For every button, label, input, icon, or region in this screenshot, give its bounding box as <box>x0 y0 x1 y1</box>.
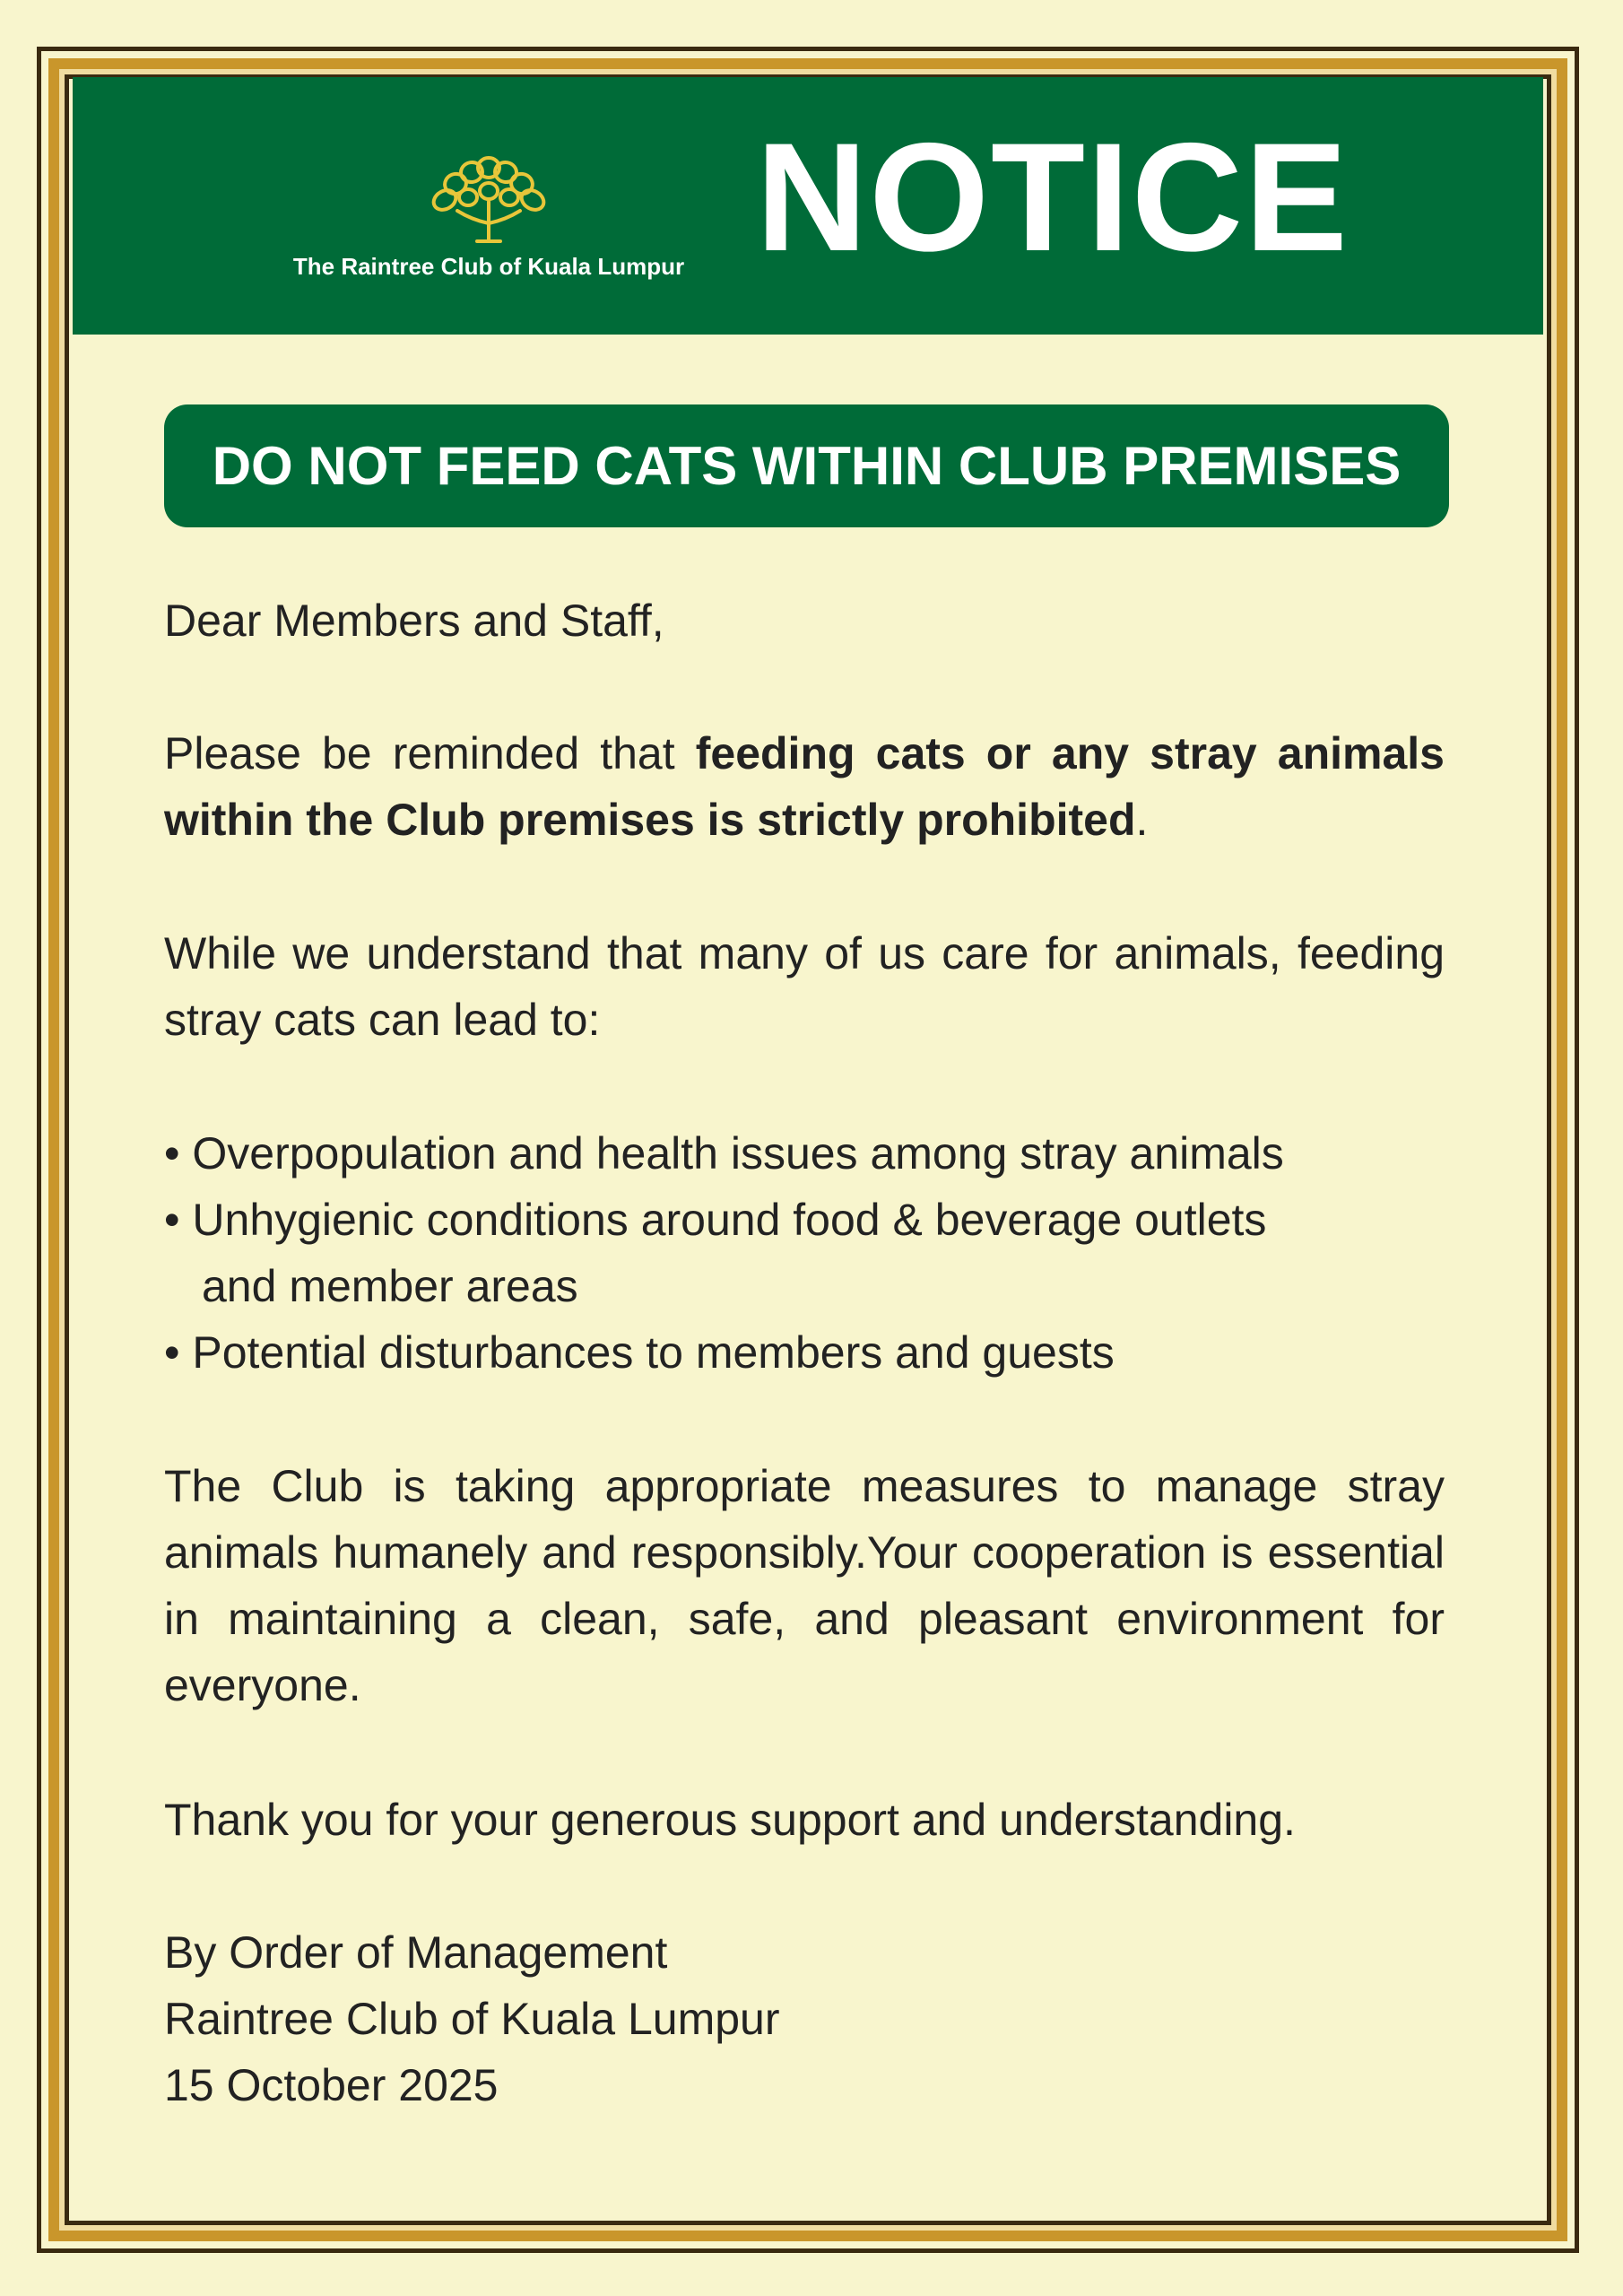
measures-paragraph: The Club is taking appropriate measures to manage stray animals humanely and responsibly.Your cooperation is essential in maintaining a clean, safe, and pleasant environment for everyone. <box>164 1461 1445 1710</box>
signature-organization: Raintree Club of Kuala Lumpur <box>164 1994 780 2044</box>
reminder-emphasis: feeding cats or any stray animals within the Club premises is strictly prohibited <box>164 728 1445 845</box>
reminder-paragraph <box>164 720 1445 853</box>
intro-paragraph: While we understand that many of us care for animals, feeding stray cats can lead to: <box>164 928 1445 1045</box>
list-item-continuation: and member areas <box>202 1261 578 1311</box>
reminder-prefix: Please be reminded that <box>164 728 696 778</box>
bullet-list <box>164 1120 1445 1386</box>
thanks-paragraph: Thank you for your generous support and understanding. <box>164 1795 1296 1845</box>
reminder-suffix: . <box>1135 795 1149 845</box>
signature-date: 15 October 2025 <box>164 2060 499 2110</box>
raintree-logo-icon <box>421 148 556 247</box>
greeting: Dear Members and Staff, <box>164 596 664 646</box>
notice-title: NOTICE <box>756 111 1350 283</box>
list-item: • Potential disturbances to members and guests <box>164 1327 1115 1378</box>
list-item: • Unhygienic conditions around food & beverage outlets <box>164 1195 1267 1245</box>
warning-banner <box>164 404 1449 527</box>
banner-text: DO NOT FEED CATS WITHIN CLUB PREMISES <box>212 435 1402 496</box>
signature-block <box>164 1919 1445 2118</box>
list-item: • Overpopulation and health issues among stray animals <box>164 1128 1284 1178</box>
club-name: The Raintree Club of Kuala Lumpur <box>292 253 685 280</box>
signature-line: By Order of Management <box>164 1927 668 1978</box>
